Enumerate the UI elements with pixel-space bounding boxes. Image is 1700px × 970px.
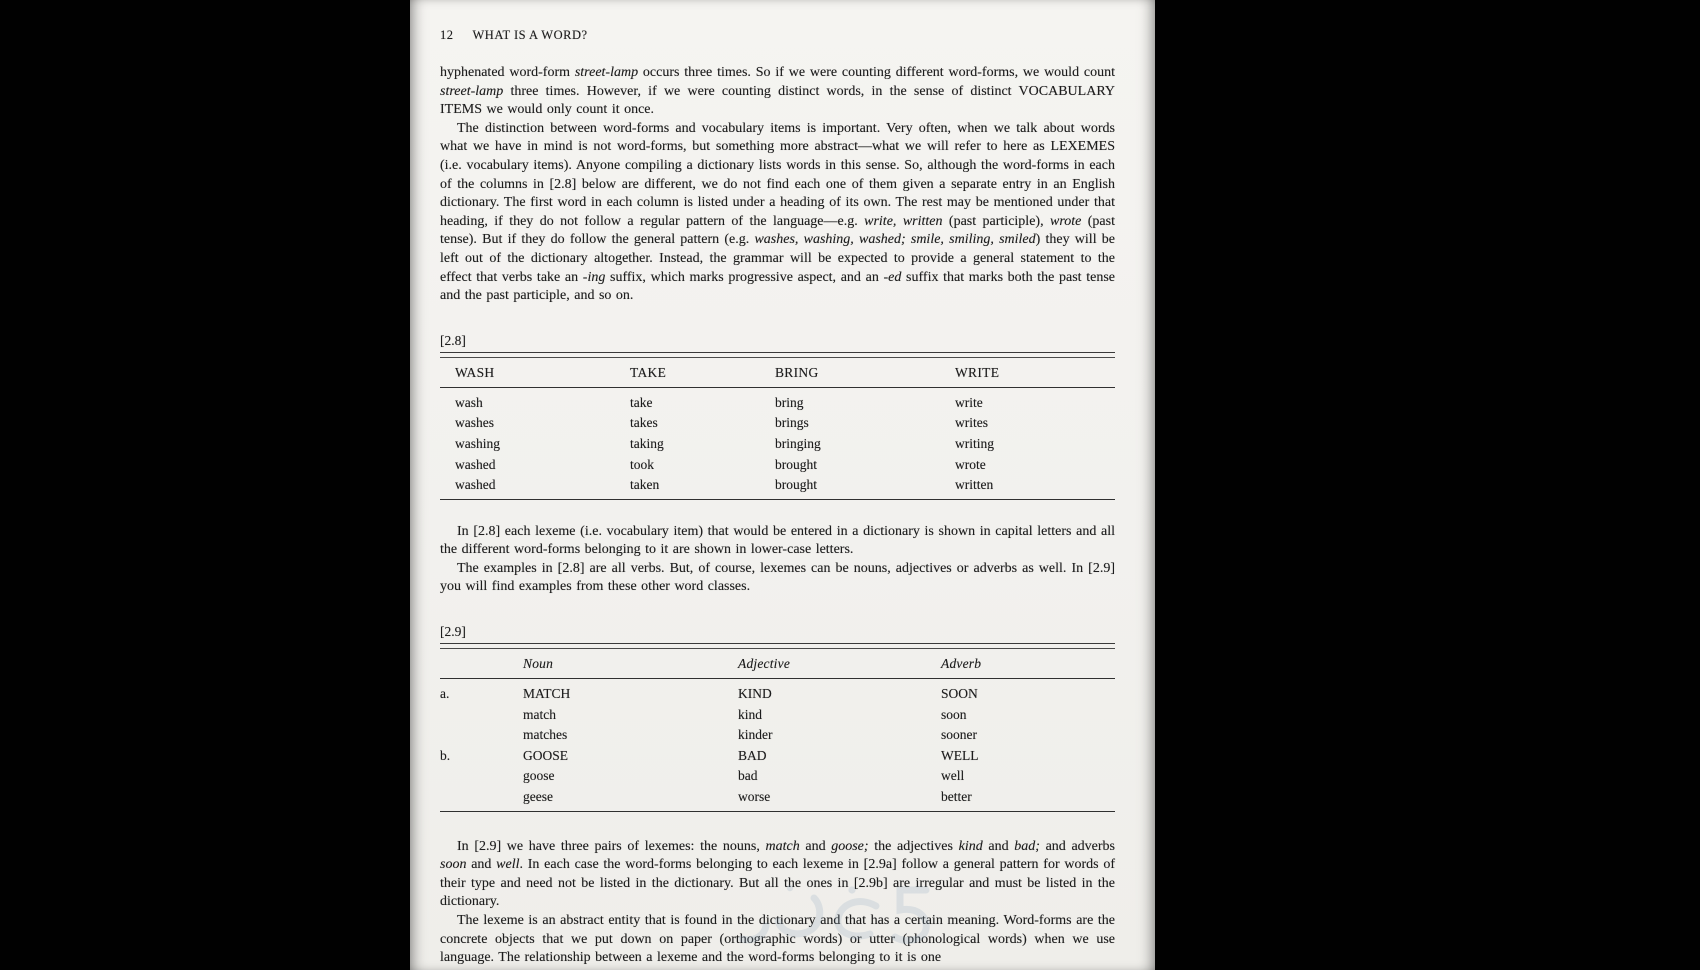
table-cell: written — [955, 477, 994, 493]
paragraph-capitals — [440, 523, 1115, 560]
paragraph-abstract-entity — [440, 912, 1115, 968]
table-cell: taken — [630, 477, 660, 493]
table-cell: write — [955, 394, 983, 410]
table-2-8-header — [440, 358, 1115, 387]
table-cell: worse — [738, 789, 771, 805]
text-run: In [2.9] we have three pairs of lexemes: the nouns, — [457, 838, 766, 854]
text-run: suffix, which marks progressive aspect, and an — [605, 269, 884, 285]
table-cell: wash — [455, 394, 483, 410]
running-title: WHAT IS A WORD? — [472, 28, 588, 42]
table-cell — [440, 787, 523, 808]
example-label-2-8: [2.8] — [440, 332, 466, 348]
table-cell: writing — [955, 435, 994, 451]
table-cell — [440, 656, 523, 672]
table-cell: taking — [630, 435, 664, 451]
text-run: and adverbs — [1039, 838, 1116, 854]
table-cell: GOOSE — [523, 747, 569, 763]
table-cell: writes — [955, 415, 988, 431]
table-2-8 — [440, 358, 1115, 500]
table-cell: matches — [523, 727, 568, 743]
table-cell: soon — [941, 706, 967, 722]
italic-run: washes, washing, washed; smile, smiling, smiled — [754, 232, 1036, 248]
table-row — [440, 787, 1115, 808]
table-cell: BRING — [775, 364, 819, 380]
table-cell: brought — [775, 456, 817, 472]
italic-run: well — [496, 857, 520, 873]
table-cell: takes — [630, 415, 658, 431]
italic-run: wrote — [1049, 213, 1082, 229]
text-run: The examples in [2.8] are all verbs. But, of course, lexemes can be nouns, adjectives or adverbs as well. In [2.9] you will find examples from these other word classes. — [440, 560, 1115, 595]
table-cell: match — [523, 706, 556, 722]
example-label-2-9: [2.9] — [440, 624, 466, 640]
italic-run: street-lamp — [574, 65, 639, 80]
table-cell: kinder — [738, 727, 773, 743]
table-cell: Adjective — [738, 656, 791, 672]
table-row — [440, 705, 1115, 726]
table-cell: a. — [440, 686, 450, 702]
text-run: The lexeme is an abstract entity that is found in the dictionary and that has a certain meaning. Word-forms are the concrete objects that we put down on paper (orthographic words) or utter (phonological words) when we use language. The relationship between a lexeme and the word-forms belonging to it is one — [440, 913, 1115, 966]
table-cell — [440, 766, 523, 787]
italic-run: match — [765, 838, 800, 854]
table-row — [440, 684, 1115, 705]
text-run: . In each case the word-forms belonging to each lexeme in [2.9a] follow a general pattern for words of their type and need not be listed in the dictionary. But all the ones in [2.9b] are irregular and must be listed in the dictionary. — [440, 857, 1115, 910]
page-content — [410, 0, 1155, 968]
text-run: and — [799, 838, 832, 854]
table-cell: brings — [775, 415, 809, 431]
table-cell: Adverb — [941, 656, 982, 672]
table-cell: took — [630, 456, 655, 472]
table-row — [440, 649, 1115, 678]
table-cell: take — [630, 394, 653, 410]
table-cell: b. — [440, 747, 451, 763]
text-run: (past participle), — [942, 213, 1050, 229]
table-cell — [440, 725, 523, 746]
table-cell — [440, 705, 523, 726]
paragraph-three-pairs — [440, 838, 1115, 912]
table-row — [440, 358, 1115, 387]
text-run: occurs three times. So if we were counting different word-forms, we would count — [638, 65, 1116, 80]
table-2-8-body — [440, 388, 1115, 499]
table-cell: goose — [523, 768, 555, 784]
paragraph-lexemes — [440, 120, 1115, 306]
italic-run: goose; — [831, 838, 869, 854]
paragraph-examples-verbs — [440, 560, 1115, 597]
italic-run: kind — [958, 838, 983, 854]
table-row — [440, 393, 1115, 414]
text-run: three times. However, if we were counting distinct words, in the sense of distinct VOCABULARY ITEMS we would only count it once. — [440, 83, 1115, 118]
table-cell: washing — [455, 435, 500, 451]
table-cell: TAKE — [630, 364, 667, 380]
table-row — [440, 746, 1115, 767]
text-run: The distinction between word-forms and vocabulary items is important. Very often, when we talk about words what we have in mind is not word-forms, but something more abstract—what we will refer to here as LEXEMES (i.e. vocabulary items). Anyone compiling a dictionary lists words in this sense. So, although the word-forms in each of the columns in [2.8] below are different, we do not find each one of them given a separate entry in an English dictionary. The first word in each column is listed under a heading of its own. The rest may be mentioned under that heading, if they do not follow a regular pattern of the language—e.g. — [440, 120, 1115, 229]
table-cell: SOON — [941, 686, 978, 702]
table-2-9-body — [440, 679, 1115, 811]
table-cell: bring — [775, 394, 804, 410]
table-2-9-header — [440, 649, 1115, 678]
text-run: hyphenated word-form — [440, 65, 575, 80]
table-rule-bottom — [440, 499, 1115, 500]
table-cell: WELL — [941, 747, 979, 763]
table-rule-bottom — [440, 811, 1115, 812]
table-cell: WASH — [455, 364, 495, 380]
running-header — [440, 28, 1115, 43]
text-run: and — [982, 838, 1015, 854]
table-cell: washes — [455, 415, 494, 431]
italic-run: -ed — [883, 269, 902, 285]
table-cell: Noun — [523, 656, 554, 672]
table-cell: well — [941, 768, 965, 784]
table-cell: BAD — [738, 747, 767, 763]
italic-run: soon — [440, 857, 467, 873]
italic-run: -ing — [582, 269, 606, 285]
text-run: (past tense). But if they do follow the general pattern (e.g. — [440, 213, 1115, 248]
table-cell: bringing — [775, 435, 821, 451]
table-cell: sooner — [941, 727, 977, 743]
table-row — [440, 413, 1115, 434]
table-cell: washed — [455, 477, 496, 493]
text-run: ) they will be left out of the dictionary altogether. Instead, the grammar will be expected to provide a general statement to the effect that verbs take an — [440, 232, 1116, 285]
table-cell: WRITE — [955, 364, 1000, 380]
book-page — [410, 0, 1155, 970]
table-row — [440, 455, 1115, 476]
table-cell: brought — [775, 477, 817, 493]
text-run: the adjectives — [868, 838, 959, 854]
table-row — [440, 434, 1115, 455]
table-cell: bad — [738, 768, 758, 784]
paragraph-word-forms — [440, 64, 1115, 120]
table-row — [440, 475, 1115, 496]
table-cell: better — [941, 789, 972, 805]
table-cell: washed — [455, 456, 496, 472]
table-cell: kind — [738, 706, 763, 722]
italic-run: bad; — [1014, 838, 1040, 854]
table-row — [440, 725, 1115, 746]
table-2-9 — [440, 649, 1115, 812]
table-cell: wrote — [955, 456, 986, 472]
italic-run: write, written — [864, 213, 943, 229]
text-run: In [2.8] each lexeme (i.e. vocabulary item) that would be entered in a dictionary is shown in capital letters and all the different word-forms belonging to it are shown in lower-case letters. — [440, 523, 1115, 558]
italic-run: street-lamp — [440, 83, 504, 99]
table-cell: MATCH — [523, 686, 571, 702]
page-number: 12 — [440, 28, 454, 42]
table-row — [440, 766, 1115, 787]
text-run: suffix that marks both the past tense and the past participle, and so on. — [440, 269, 1115, 304]
table-cell: geese — [523, 789, 553, 805]
text-run: and — [466, 857, 497, 873]
table-cell: KIND — [738, 686, 772, 702]
